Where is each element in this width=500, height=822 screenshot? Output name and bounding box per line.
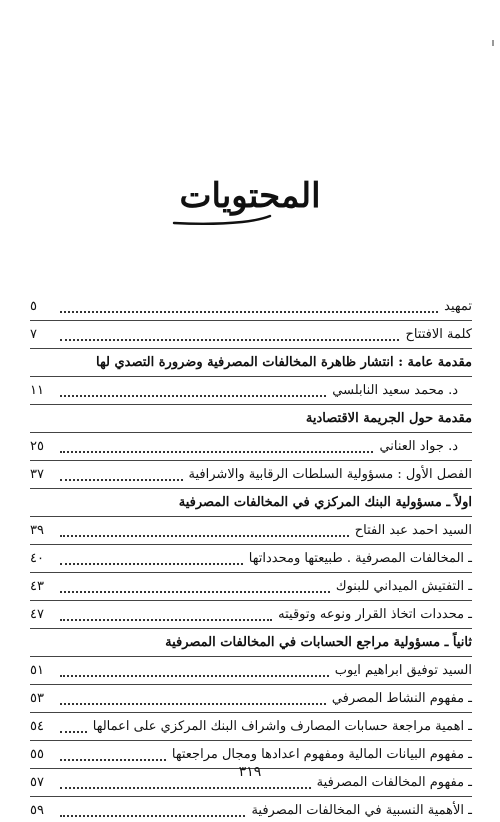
toc-divider	[30, 432, 472, 433]
toc-divider	[30, 712, 472, 713]
toc-entry-label: ـ مفهوم المخالفات المصرفية	[316, 775, 472, 790]
toc-entry-label: السيد احمد عبد الفتاح	[354, 523, 472, 538]
toc-entry-label: مقدمة عامة : انتشار ظاهرة المخالفات المصرفية وضرورة التصدي لها	[96, 355, 472, 370]
toc-entry-page-number: ٤٠	[30, 551, 44, 566]
toc-leader-dots	[60, 590, 330, 593]
toc-leader-dots	[60, 310, 438, 313]
toc-entry-page-number: ٥٧	[30, 775, 44, 790]
toc-leader-dots	[60, 450, 373, 453]
toc-divider	[30, 572, 472, 573]
toc-divider	[30, 404, 472, 405]
toc-divider	[30, 516, 472, 517]
toc-entry-label: مقدمة حول الجريمة الاقتصادية	[305, 411, 472, 426]
toc-divider	[30, 600, 472, 601]
toc-entry-page-number: ٥	[30, 299, 37, 314]
toc-entry-label: ـ اهمية مراجعة حسابات المصارف واشراف البنك المركزي على اعمالها	[92, 719, 472, 734]
toc-row	[30, 800, 472, 822]
toc-entry-label: تمهيد	[444, 299, 472, 314]
toc-entry-page-number: ٣٩	[30, 523, 44, 538]
toc-entry-label: اولاً ـ مسؤولية البنك المركزي في المخالفات المصرفية	[178, 495, 472, 510]
toc-entry-label: الفصل الأول : مسؤولية السلطات الرقابية والاشرافية	[188, 467, 472, 482]
toc-entry-label: ـ مفهوم البيانات المالية ومفهوم اعدادها ومجال مراجعتها	[171, 747, 472, 762]
toc-row	[30, 492, 472, 514]
toc-leader-dots	[60, 338, 399, 341]
toc-entry-label: ـ مفهوم النشاط المصرفي	[331, 691, 472, 706]
toc-leader-dots	[60, 814, 245, 817]
toc-entry-page-number: ٥٤	[30, 719, 44, 734]
toc-divider	[30, 796, 472, 797]
toc-entry-page-number: ١١	[30, 383, 44, 398]
toc-entry-label: السيد توفيق ابراهيم ايوب	[334, 663, 472, 678]
toc-leader-dots	[60, 618, 272, 621]
toc-row	[30, 548, 472, 570]
toc-divider	[30, 376, 472, 377]
toc-divider	[30, 460, 472, 461]
toc-entry-page-number: ٧	[30, 327, 37, 342]
toc-row	[30, 576, 472, 598]
toc-divider	[30, 740, 472, 741]
toc-leader-dots	[60, 702, 326, 705]
toc-entry-label: ـ التفتيش الميداني للبنوك	[335, 579, 472, 594]
toc-row	[30, 660, 472, 682]
toc-row	[30, 296, 472, 318]
toc-entry-label: ثانياً ـ مسؤولية مراجع الحسابات في المخالفات المصرفية	[165, 635, 472, 650]
toc-entry-page-number: ٢٥	[30, 439, 44, 454]
toc-leader-dots	[60, 758, 166, 761]
toc-row	[30, 604, 472, 626]
toc-entry-page-number: ٣٧	[30, 467, 44, 482]
toc-entry-label: ـ الأهمية النسبية في المخالفات المصرفية	[251, 803, 472, 818]
toc-leader-dots	[60, 478, 183, 481]
toc-row	[30, 436, 472, 458]
title-container	[0, 176, 500, 216]
toc-entry-page-number: ٥٣	[30, 691, 44, 706]
title-flourish-icon	[172, 214, 272, 226]
toc-leader-dots	[60, 394, 326, 397]
toc-leader-dots	[60, 786, 311, 789]
toc-row	[30, 716, 472, 738]
toc-entry-label: ـ المخالفات المصرفية . طبيعتها ومحدداتها	[248, 551, 472, 566]
toc-leader-dots	[60, 730, 87, 733]
toc-entry-label: د. محمد سعيد النابلسي	[332, 383, 458, 398]
toc-entry-label: ـ محددات اتخاذ القرار ونوعه وتوقيته	[278, 607, 472, 622]
page-number: ٣١٩	[238, 764, 262, 780]
toc-divider	[30, 320, 472, 321]
toc-divider	[30, 684, 472, 685]
toc-row	[30, 324, 472, 346]
toc-leader-dots	[60, 534, 349, 537]
toc-divider	[30, 348, 472, 349]
toc-divider	[30, 488, 472, 489]
toc-leader-dots	[60, 674, 329, 677]
table-of-contents	[30, 296, 472, 822]
toc-row	[30, 632, 472, 654]
page-title: المحتويات	[179, 176, 321, 216]
toc-leader-dots	[60, 562, 243, 565]
toc-divider	[30, 656, 472, 657]
toc-divider	[30, 628, 472, 629]
toc-divider	[30, 544, 472, 545]
toc-entry-page-number: ٤٧	[30, 607, 44, 622]
toc-row	[30, 744, 472, 766]
toc-entry-page-number: ٥٩	[30, 803, 44, 818]
toc-entry-page-number: ٤٣	[30, 579, 44, 594]
toc-row	[30, 520, 472, 542]
toc-entry-page-number: ٥٥	[30, 747, 44, 762]
toc-entry-label: كلمة الافتتاح	[405, 327, 472, 342]
toc-row	[30, 688, 472, 710]
toc-entry-page-number: ٥١	[30, 663, 44, 678]
toc-row	[30, 464, 472, 486]
toc-row	[30, 352, 472, 374]
toc-row	[30, 408, 472, 430]
toc-entry-label: د. جواد العناني	[379, 439, 458, 454]
toc-row	[30, 380, 472, 402]
corner-mark	[492, 40, 494, 46]
